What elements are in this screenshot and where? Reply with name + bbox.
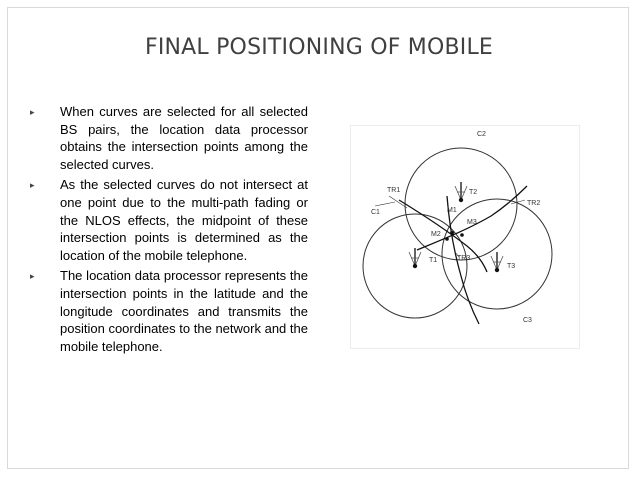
label-m2: M2 bbox=[431, 231, 441, 238]
bullet-arrow-icon: ▸ bbox=[30, 180, 35, 191]
antenna-t1-icon bbox=[409, 248, 421, 268]
bullet-arrow-icon: ▸ bbox=[30, 271, 35, 282]
intersection-m1 bbox=[450, 231, 454, 235]
label-c1: C1 bbox=[371, 209, 380, 216]
bullet-arrow-icon: ▸ bbox=[30, 107, 35, 117]
leader-line-c1 bbox=[375, 202, 395, 206]
positioning-diagram bbox=[350, 125, 580, 349]
bullet-item bbox=[30, 176, 308, 264]
antenna-t2-icon bbox=[455, 182, 467, 202]
intersection-m3 bbox=[460, 233, 464, 237]
label-tr2: TR2 bbox=[527, 200, 541, 207]
label-m1: M1 bbox=[447, 207, 457, 214]
label-t3: T3 bbox=[507, 263, 516, 270]
bullet-text: As the selected curves do not intersect at one point due to the multi-path fading or the NLOS effects, the midpoint of these intersection points is determined as the location of the mobile telephone. bbox=[60, 177, 308, 263]
label-m3: M3 bbox=[467, 219, 477, 226]
intersection-m2 bbox=[445, 237, 449, 241]
curve-tr1 bbox=[399, 200, 487, 272]
label-c2: C2 bbox=[477, 131, 486, 138]
bullet-text: When curves are selected for all selected BS pairs, the location data processor obtains the intersection points among the selected curves. bbox=[60, 104, 308, 172]
label-t2: T2 bbox=[469, 189, 478, 196]
label-t1: T1 bbox=[429, 257, 438, 264]
bullet-item bbox=[30, 267, 308, 355]
bullet-item bbox=[30, 103, 308, 173]
label-c3: C3 bbox=[523, 317, 532, 324]
label-tr1: TR1 bbox=[387, 187, 401, 194]
leader-line-tr1 bbox=[389, 196, 407, 208]
label-tr3: TR3 bbox=[457, 255, 471, 262]
bullet-list bbox=[30, 103, 308, 358]
bullet-text: The location data processor represents the intersection points in the latitude and the longitude coordinates and transmits the position coordinates to the network and the mobile telephone. bbox=[60, 268, 308, 354]
circle-c2 bbox=[405, 148, 517, 260]
slide-title: FINAL POSITIONING OF MOBILE bbox=[144, 35, 494, 60]
antenna-t3-icon bbox=[491, 252, 503, 272]
positioning-diagram-svg bbox=[351, 126, 581, 350]
